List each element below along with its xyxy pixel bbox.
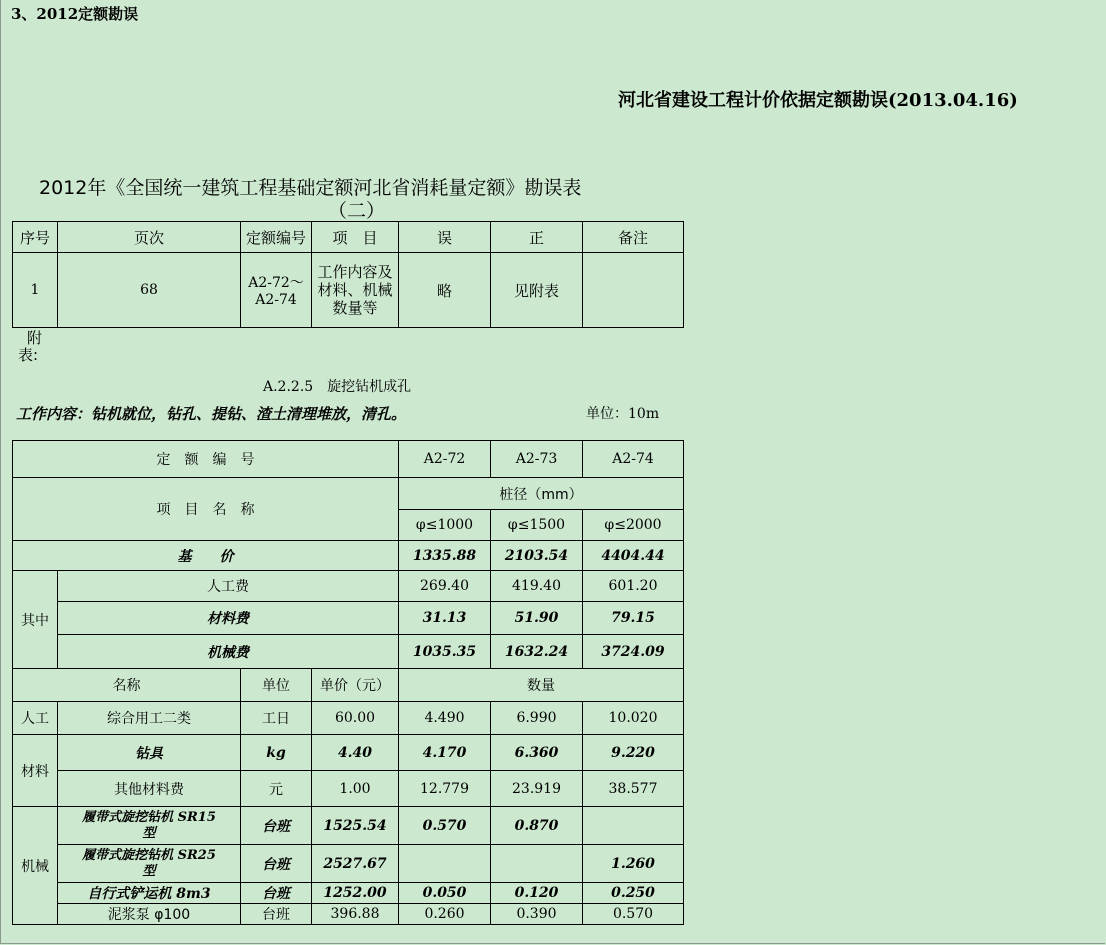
m2-qty-3[interactable]: 1.260 xyxy=(583,845,684,883)
row-drill xyxy=(13,735,684,771)
machine-cost-label[interactable]: 机械费 xyxy=(58,635,399,669)
cell-remark[interactable] xyxy=(583,253,684,328)
cell-wrong[interactable]: 略 xyxy=(399,253,491,328)
other-price[interactable]: 1.00 xyxy=(312,771,399,807)
header-wrong[interactable]: 误 xyxy=(399,222,491,253)
m3-qty-1[interactable]: 0.050 xyxy=(399,883,491,904)
row-machine-1 xyxy=(13,807,684,845)
table-title: 2012年《全国统一建筑工程基础定额河北省消耗量定额》勘误表 xyxy=(39,177,582,199)
labor-qty-2[interactable]: 6.990 xyxy=(491,702,583,735)
diameter-2[interactable]: φ≤1500 xyxy=(491,510,583,541)
other-unit[interactable]: 元 xyxy=(241,771,312,807)
m2-qty-2[interactable] xyxy=(491,845,583,883)
labor-cost-3[interactable]: 601.20 xyxy=(583,571,684,602)
item-name-label[interactable]: 项 目 名 称 xyxy=(13,478,399,541)
m3-unit[interactable]: 台班 xyxy=(241,883,312,904)
m1-price[interactable]: 1525.54 xyxy=(312,807,399,845)
cell-right[interactable]: 见附表 xyxy=(491,253,583,328)
m2-name-line2: 型 xyxy=(142,863,156,879)
m2-price[interactable]: 2527.67 xyxy=(312,845,399,883)
m2-qty-1[interactable] xyxy=(399,845,491,883)
m1-unit[interactable]: 台班 xyxy=(241,807,312,845)
m3-qty-2[interactable]: 0.120 xyxy=(491,883,583,904)
col-qty-header[interactable]: 数量 xyxy=(399,669,684,702)
base-price-1[interactable]: 1335.88 xyxy=(399,541,491,571)
drill-name[interactable]: 钻具 xyxy=(58,735,241,771)
document-title: 河北省建设工程计价依据定额勘误(2013.04.16) xyxy=(618,90,1018,111)
work-content: 工作内容：钻机就位，钻孔、提钻、渣土清理堆放，清孔。 xyxy=(16,405,407,423)
m4-qty-1[interactable]: 0.260 xyxy=(399,904,491,925)
errata-row xyxy=(13,253,684,328)
base-price-label[interactable]: 基 价 xyxy=(13,541,399,571)
labor-qty-3[interactable]: 10.020 xyxy=(583,702,684,735)
m1-name-line1: 履带式旋挖钻机 SR15 xyxy=(82,809,216,825)
row-machine-2 xyxy=(13,845,684,883)
row-material-cost xyxy=(13,602,684,635)
cell-code[interactable] xyxy=(241,253,312,328)
code-line2: A2-74 xyxy=(255,292,297,308)
row-labor-cost xyxy=(13,571,684,602)
col-price-header[interactable]: 单价（元） xyxy=(312,669,399,702)
code-a2-74[interactable]: A2-74 xyxy=(583,441,684,478)
header-item[interactable]: 项 目 xyxy=(312,222,399,253)
labor-name[interactable]: 综合用工二类 xyxy=(58,702,241,735)
material-cost-label[interactable]: 材料费 xyxy=(58,602,399,635)
m2-unit[interactable]: 台班 xyxy=(241,845,312,883)
header-remark[interactable]: 备注 xyxy=(583,222,684,253)
cell-page[interactable]: 68 xyxy=(58,253,241,328)
machine-cost-1[interactable]: 1035.35 xyxy=(399,635,491,669)
row-labor xyxy=(13,702,684,735)
labor-qty-1[interactable]: 4.490 xyxy=(399,702,491,735)
row-quota-code xyxy=(13,441,684,478)
annex-label xyxy=(18,330,42,364)
item-line2: 材料、机械 xyxy=(317,281,393,299)
section-heading: 3、2012定额勘误 xyxy=(11,5,139,23)
row-column-headers xyxy=(13,669,684,702)
code-line1: A2-72～ xyxy=(248,275,304,291)
header-code[interactable]: 定额编号 xyxy=(241,222,312,253)
header-no[interactable]: 序号 xyxy=(13,222,58,253)
m2-name-line1: 履带式旋挖钻机 SR25 xyxy=(82,847,216,863)
code-a2-73[interactable]: A2-73 xyxy=(491,441,583,478)
item-line3: 数量等 xyxy=(332,299,378,317)
drill-unit[interactable]: kg xyxy=(241,735,312,771)
m1-qty-1[interactable]: 0.570 xyxy=(399,807,491,845)
row-machine-cost xyxy=(13,635,684,669)
errata-header-row xyxy=(13,222,684,253)
machine-cost-2[interactable]: 1632.24 xyxy=(491,635,583,669)
m4-unit[interactable]: 台班 xyxy=(241,904,312,925)
cell-no[interactable]: 1 xyxy=(13,253,58,328)
code-a2-72[interactable]: A2-72 xyxy=(399,441,491,478)
labor-group[interactable]: 人工 xyxy=(13,702,58,735)
drill-qty-1[interactable]: 4.170 xyxy=(399,735,491,771)
quota-code-label[interactable]: 定 额 编 号 xyxy=(13,441,399,478)
drill-price[interactable]: 4.40 xyxy=(312,735,399,771)
annex-line2: 表: xyxy=(18,346,39,364)
unit-label: 单位：10m xyxy=(586,406,660,422)
header-page[interactable]: 页次 xyxy=(58,222,241,253)
table-title-number: （二） xyxy=(328,200,386,222)
diameter-1[interactable]: φ≤1000 xyxy=(399,510,491,541)
other-qty-3[interactable]: 38.577 xyxy=(583,771,684,807)
m3-price[interactable]: 1252.00 xyxy=(312,883,399,904)
m4-price[interactable]: 396.88 xyxy=(312,904,399,925)
machine-cost-3[interactable]: 3724.09 xyxy=(583,635,684,669)
base-price-3[interactable]: 4404.44 xyxy=(583,541,684,571)
labor-cost-2[interactable]: 419.40 xyxy=(491,571,583,602)
drill-qty-3[interactable]: 9.220 xyxy=(583,735,684,771)
m4-qty-3[interactable]: 0.570 xyxy=(583,904,684,925)
material-group[interactable]: 材料 xyxy=(13,735,58,807)
other-qty-1[interactable]: 12.779 xyxy=(399,771,491,807)
material-cost-3[interactable]: 79.15 xyxy=(583,602,684,635)
subsection-title: A.2.2.5 旋挖钻机成孔 xyxy=(263,379,412,395)
m2-name[interactable] xyxy=(58,845,241,883)
labor-cost-1[interactable]: 269.40 xyxy=(399,571,491,602)
row-other-material xyxy=(13,771,684,807)
m1-qty-3[interactable] xyxy=(583,807,684,845)
m3-name[interactable]: 自行式铲运机 8m3 xyxy=(58,883,241,904)
row-base-price xyxy=(13,541,684,571)
m4-qty-2[interactable]: 0.390 xyxy=(491,904,583,925)
errata-table xyxy=(12,221,684,328)
machine-group[interactable]: 机械 xyxy=(13,807,58,925)
annex-line1: 附 xyxy=(27,329,43,347)
m1-qty-2[interactable]: 0.870 xyxy=(491,807,583,845)
among-label[interactable]: 其中 xyxy=(13,571,58,669)
other-qty-2[interactable]: 23.919 xyxy=(491,771,583,807)
m1-name[interactable] xyxy=(58,807,241,845)
m4-name[interactable]: 泥浆泵 φ100 xyxy=(58,904,241,925)
other-name[interactable]: 其他材料费 xyxy=(58,771,241,807)
col-name-header[interactable]: 名称 xyxy=(13,669,241,702)
row-machine-4 xyxy=(13,904,684,925)
labor-cost-label[interactable]: 人工费 xyxy=(58,571,399,602)
labor-unit[interactable]: 工日 xyxy=(241,702,312,735)
diameter-label[interactable]: 桩径（mm） xyxy=(399,478,684,510)
quota-table xyxy=(12,440,684,925)
drill-qty-2[interactable]: 6.360 xyxy=(491,735,583,771)
col-unit-header[interactable]: 单位 xyxy=(241,669,312,702)
m3-qty-3[interactable]: 0.250 xyxy=(583,883,684,904)
diameter-3[interactable]: φ≤2000 xyxy=(583,510,684,541)
header-right[interactable]: 正 xyxy=(491,222,583,253)
item-line1: 工作内容及 xyxy=(317,263,393,281)
material-cost-1[interactable]: 31.13 xyxy=(399,602,491,635)
labor-price[interactable]: 60.00 xyxy=(312,702,399,735)
material-cost-2[interactable]: 51.90 xyxy=(491,602,583,635)
row-diameter xyxy=(13,478,684,510)
m1-name-line2: 型 xyxy=(142,825,156,841)
row-machine-3 xyxy=(13,883,684,904)
cell-item[interactable] xyxy=(312,253,399,328)
base-price-2[interactable]: 2103.54 xyxy=(491,541,583,571)
